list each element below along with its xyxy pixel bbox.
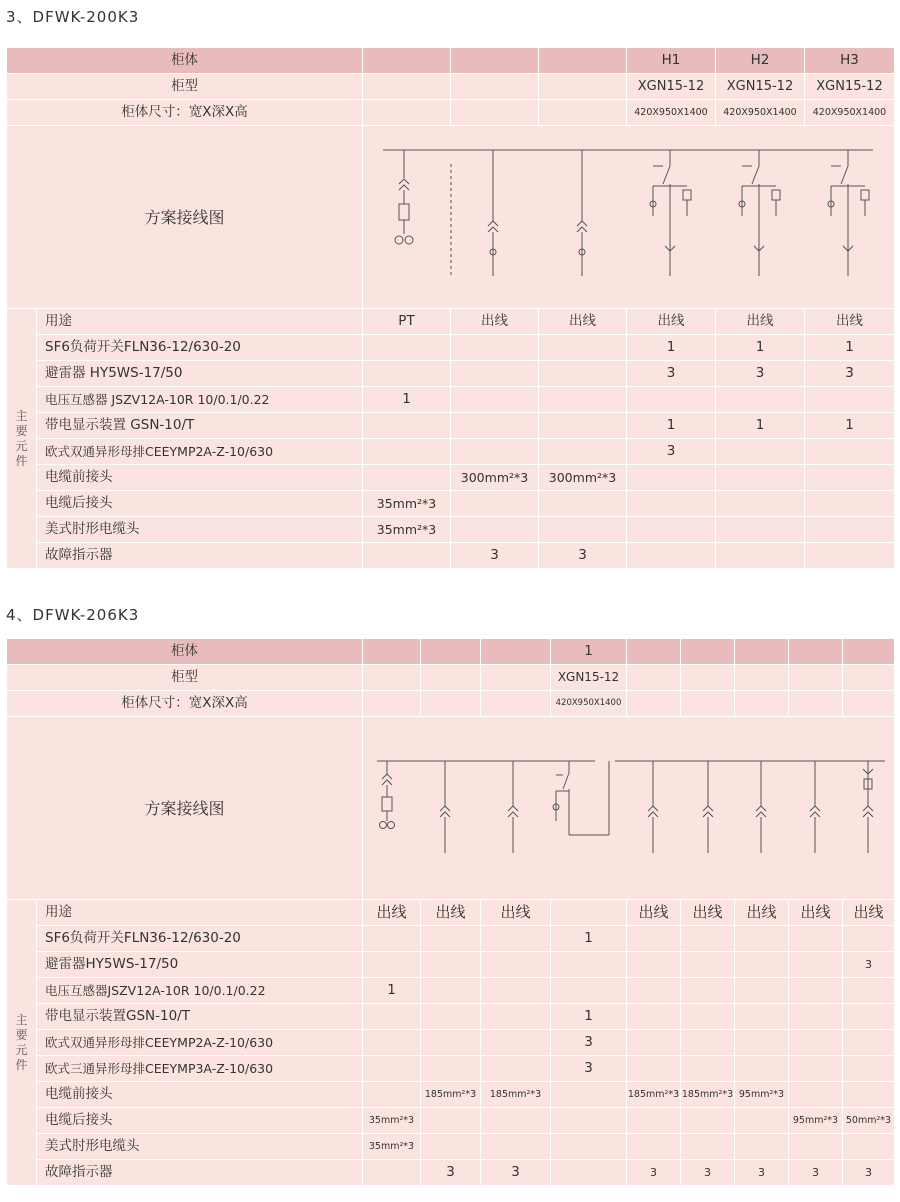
cell — [843, 1056, 895, 1082]
cell — [805, 491, 895, 517]
cell — [627, 1056, 681, 1082]
cell: 1 — [551, 926, 627, 952]
table-row — [7, 978, 895, 1004]
cell — [551, 1134, 627, 1160]
row-label: 电缆前接头 — [37, 1082, 363, 1108]
cell: 35mm²*3 — [363, 491, 451, 517]
cell: 1 — [363, 387, 451, 413]
cell — [451, 413, 539, 439]
cell — [363, 1004, 421, 1030]
cell — [627, 1134, 681, 1160]
cell: 3 — [681, 1160, 735, 1186]
row-label: 故障指示器 — [37, 1160, 363, 1186]
cell — [363, 439, 451, 465]
cell — [681, 952, 735, 978]
cell — [421, 1056, 481, 1082]
table-row — [7, 126, 895, 309]
cell — [627, 517, 716, 543]
cell — [363, 926, 421, 952]
cell: 1 — [716, 413, 805, 439]
cell — [735, 639, 789, 665]
cell — [363, 639, 421, 665]
cell: XGN15-12 — [716, 74, 805, 100]
wiring-diagram-svg — [363, 717, 893, 899]
cell: 1 — [627, 413, 716, 439]
cell — [681, 926, 735, 952]
cell — [363, 465, 451, 491]
cell — [681, 665, 735, 691]
cell — [451, 387, 539, 413]
cell: 出线 — [805, 309, 895, 335]
cell — [627, 926, 681, 952]
cell — [789, 952, 843, 978]
cell — [421, 1134, 481, 1160]
cell — [421, 978, 481, 1004]
cell — [627, 465, 716, 491]
cell: 出线 — [627, 309, 716, 335]
cell: 1 — [551, 639, 627, 665]
cell: 3 — [843, 1160, 895, 1186]
cell: 出线 — [539, 309, 627, 335]
cell — [481, 1134, 551, 1160]
table-row — [7, 1030, 895, 1056]
wiring-diagram — [363, 717, 895, 900]
row-label: 带电显示装置 GSN-10/T — [37, 413, 363, 439]
cell: 3 — [805, 361, 895, 387]
cell — [627, 665, 681, 691]
cell: 1 — [716, 335, 805, 361]
cell — [539, 100, 627, 126]
cell — [716, 465, 805, 491]
cell — [805, 387, 895, 413]
row-label: 避雷器 HY5WS-17/50 — [37, 361, 363, 387]
cell — [363, 413, 451, 439]
cell — [681, 1056, 735, 1082]
cell: 1 — [805, 335, 895, 361]
cell — [451, 74, 539, 100]
cell — [421, 1004, 481, 1030]
cell — [481, 978, 551, 1004]
table-row — [7, 952, 895, 978]
cell: 1 — [551, 1004, 627, 1030]
cell — [789, 978, 843, 1004]
table-row — [7, 387, 895, 413]
cell — [627, 1004, 681, 1030]
row-label: 避雷器HY5WS-17/50 — [37, 952, 363, 978]
row-label: 欧式双通异形母排CEEYMP2A-Z-10/630 — [37, 1030, 363, 1056]
cell: 出线 — [481, 900, 551, 926]
cell — [539, 439, 627, 465]
cell — [481, 926, 551, 952]
row-label: 柜型 — [7, 74, 363, 100]
cell: 420X950X1400 — [716, 100, 805, 126]
cell: H1 — [627, 48, 716, 74]
cell — [539, 491, 627, 517]
wiring-diagram-svg — [363, 126, 893, 308]
cell — [421, 665, 481, 691]
cell — [551, 900, 627, 926]
cell — [789, 691, 843, 717]
cell — [681, 1108, 735, 1134]
row-label: 用途 — [37, 900, 363, 926]
table-row — [7, 74, 895, 100]
cell — [681, 1030, 735, 1056]
diagram-label: 方案接线图 — [7, 717, 363, 900]
row-label: 电缆后接头 — [37, 491, 363, 517]
cell — [451, 439, 539, 465]
cell — [843, 665, 895, 691]
cell — [451, 491, 539, 517]
cell — [481, 665, 551, 691]
cell — [551, 978, 627, 1004]
cell: 3 — [421, 1160, 481, 1186]
table-row — [7, 413, 895, 439]
cell — [805, 465, 895, 491]
cell — [843, 691, 895, 717]
cell — [481, 691, 551, 717]
cell: 出线 — [843, 900, 895, 926]
table-row — [7, 491, 895, 517]
cell — [363, 543, 451, 569]
cell — [735, 665, 789, 691]
cell — [539, 413, 627, 439]
cell — [363, 952, 421, 978]
row-label: 用途 — [37, 309, 363, 335]
table-row — [7, 309, 895, 335]
cell: 3 — [789, 1160, 843, 1186]
cell: 出线 — [421, 900, 481, 926]
cell: 3 — [551, 1030, 627, 1056]
table-row — [7, 48, 895, 74]
row-label: 美式肘形电缆头 — [37, 517, 363, 543]
cell: 3 — [627, 1160, 681, 1186]
cell — [363, 1082, 421, 1108]
cell: 420X950X1400 — [805, 100, 895, 126]
row-label: 柜体尺寸：宽X深X高 — [7, 100, 363, 126]
cell — [451, 335, 539, 361]
cell — [627, 952, 681, 978]
cell — [363, 48, 451, 74]
cell — [716, 517, 805, 543]
row-label: 带电显示装置GSN-10/T — [37, 1004, 363, 1030]
cell — [843, 978, 895, 1004]
cell: 3 — [843, 952, 895, 978]
cell: 185mm²*3 — [481, 1082, 551, 1108]
cell — [843, 1134, 895, 1160]
cell — [843, 639, 895, 665]
cell: 出线 — [716, 309, 805, 335]
cell: H3 — [805, 48, 895, 74]
cell: 3 — [716, 361, 805, 387]
cell — [451, 48, 539, 74]
table-row — [7, 926, 895, 952]
table-row — [7, 439, 895, 465]
cell: 3 — [481, 1160, 551, 1186]
row-label: 故障指示器 — [37, 543, 363, 569]
cell — [789, 1004, 843, 1030]
cell — [627, 1030, 681, 1056]
cell: 3 — [451, 543, 539, 569]
cell — [481, 1004, 551, 1030]
cell — [363, 100, 451, 126]
cell — [421, 1030, 481, 1056]
cell: 420X950X1400 — [551, 691, 627, 717]
cell — [789, 1134, 843, 1160]
cell: 300mm²*3 — [539, 465, 627, 491]
cell — [681, 1004, 735, 1030]
cell — [843, 1030, 895, 1056]
table-row — [7, 1056, 895, 1082]
row-label: SF6负荷开关FLN36-12/630-20 — [37, 335, 363, 361]
cell — [363, 665, 421, 691]
table-row — [7, 1160, 895, 1186]
row-label: 电缆前接头 — [37, 465, 363, 491]
cell: 300mm²*3 — [451, 465, 539, 491]
table-row — [7, 100, 895, 126]
table-row — [7, 361, 895, 387]
cell — [481, 639, 551, 665]
cell: 185mm²*3 — [627, 1082, 681, 1108]
cell — [421, 1108, 481, 1134]
cell — [789, 926, 843, 952]
cell — [789, 1030, 843, 1056]
cell — [735, 1030, 789, 1056]
cell — [363, 1030, 421, 1056]
table-row — [7, 665, 895, 691]
cell: 1 — [627, 335, 716, 361]
cell — [716, 491, 805, 517]
cell — [716, 439, 805, 465]
diagram-label: 方案接线图 — [7, 126, 363, 309]
table-row — [7, 900, 895, 926]
table-row — [7, 517, 895, 543]
cell — [627, 491, 716, 517]
cell — [363, 74, 451, 100]
unit-h3 — [828, 150, 869, 276]
cell — [551, 1082, 627, 1108]
table-row — [7, 717, 895, 900]
cell: 出线 — [363, 900, 421, 926]
section-title: 4、DFWK-206K3 — [6, 606, 140, 624]
cell — [451, 517, 539, 543]
cell: 50mm²*3 — [843, 1108, 895, 1134]
cell — [735, 1004, 789, 1030]
cell — [451, 361, 539, 387]
cell — [627, 691, 681, 717]
cell: 3 — [551, 1056, 627, 1082]
cell — [421, 926, 481, 952]
cell — [789, 665, 843, 691]
cell — [735, 978, 789, 1004]
cell: 出线 — [789, 900, 843, 926]
cell: 1 — [363, 978, 421, 1004]
cell — [805, 517, 895, 543]
cell — [551, 1160, 627, 1186]
cell — [843, 926, 895, 952]
cell: 95mm²*3 — [789, 1108, 843, 1134]
cell — [539, 361, 627, 387]
cell: 95mm²*3 — [735, 1082, 789, 1108]
table-row — [7, 465, 895, 491]
row-label: 电压互感器 JSZV12A-10R 10/0.1/0.22 — [37, 387, 363, 413]
cell: 35mm²*3 — [363, 1134, 421, 1160]
unit-h2 — [739, 150, 780, 276]
cell — [627, 387, 716, 413]
cell: 185mm²*3 — [681, 1082, 735, 1108]
spec-table-1 — [6, 47, 895, 569]
table-row — [7, 1082, 895, 1108]
cell — [421, 691, 481, 717]
cell — [627, 978, 681, 1004]
cell — [805, 439, 895, 465]
cell — [843, 1004, 895, 1030]
cell: 出线 — [735, 900, 789, 926]
cell — [789, 639, 843, 665]
table-row — [7, 335, 895, 361]
table-row — [7, 1134, 895, 1160]
table-row — [7, 1108, 895, 1134]
cell — [363, 1160, 421, 1186]
table-row — [7, 639, 895, 665]
table-row — [7, 543, 895, 569]
cell — [363, 691, 421, 717]
cell — [805, 543, 895, 569]
cell: 35mm²*3 — [363, 1108, 421, 1134]
cell: H2 — [716, 48, 805, 74]
cell: 出线 — [627, 900, 681, 926]
cell: 3 — [627, 439, 716, 465]
cell: 185mm²*3 — [421, 1082, 481, 1108]
cell — [735, 1134, 789, 1160]
cell — [627, 1108, 681, 1134]
cell: 3 — [627, 361, 716, 387]
unit-h1 — [650, 150, 691, 276]
cell — [363, 1056, 421, 1082]
cell — [716, 387, 805, 413]
row-label: 柜体 — [7, 639, 363, 665]
table-row — [7, 691, 895, 717]
cell — [681, 978, 735, 1004]
cell — [681, 1134, 735, 1160]
cell: PT — [363, 309, 451, 335]
cell: XGN15-12 — [805, 74, 895, 100]
cell — [539, 48, 627, 74]
spec-table-2 — [6, 638, 895, 1186]
row-label: 电压互感器JSZV12A-10R 10/0.1/0.22 — [37, 978, 363, 1004]
cell — [421, 639, 481, 665]
row-label: 欧式三通异形母排CEEYMP3A-Z-10/630 — [37, 1056, 363, 1082]
cell — [789, 1082, 843, 1108]
cell — [627, 639, 681, 665]
row-label: 电缆后接头 — [37, 1108, 363, 1134]
cell — [551, 952, 627, 978]
cell — [681, 639, 735, 665]
cell — [539, 74, 627, 100]
row-label: 美式肘形电缆头 — [37, 1134, 363, 1160]
cell — [481, 1030, 551, 1056]
main-components-label: 主要元件 — [7, 900, 37, 1186]
cell: 出线 — [681, 900, 735, 926]
cell — [481, 952, 551, 978]
cell — [451, 100, 539, 126]
cell — [421, 952, 481, 978]
section-title: 3、DFWK-200K3 — [6, 8, 140, 26]
cell — [735, 691, 789, 717]
cell: 3 — [539, 543, 627, 569]
cell: 35mm²*3 — [363, 517, 451, 543]
row-label: 柜体 — [7, 48, 363, 74]
cell: 1 — [805, 413, 895, 439]
cell — [363, 361, 451, 387]
cell — [716, 543, 805, 569]
row-label: 柜体尺寸：宽X深X高 — [7, 691, 363, 717]
cell: XGN15-12 — [551, 665, 627, 691]
row-label: SF6负荷开关FLN36-12/630-20 — [37, 926, 363, 952]
row-label: 柜型 — [7, 665, 363, 691]
cell — [539, 517, 627, 543]
cell — [481, 1108, 551, 1134]
cell — [363, 335, 451, 361]
cell: 出线 — [451, 309, 539, 335]
cell: XGN15-12 — [627, 74, 716, 100]
cell — [843, 1082, 895, 1108]
cell — [539, 335, 627, 361]
cell: 420X950X1400 — [627, 100, 716, 126]
table-row — [7, 1004, 895, 1030]
cell: 3 — [735, 1160, 789, 1186]
cell — [481, 1056, 551, 1082]
cell — [551, 1108, 627, 1134]
cell — [681, 691, 735, 717]
main-components-label: 主要元件 — [7, 309, 37, 569]
cell — [735, 926, 789, 952]
cell — [735, 952, 789, 978]
cell — [735, 1108, 789, 1134]
cell — [539, 387, 627, 413]
cell — [735, 1056, 789, 1082]
cell — [627, 543, 716, 569]
cell — [789, 1056, 843, 1082]
row-label: 欧式双通异形母排CEEYMP2A-Z-10/630 — [37, 439, 363, 465]
wiring-diagram — [363, 126, 895, 309]
